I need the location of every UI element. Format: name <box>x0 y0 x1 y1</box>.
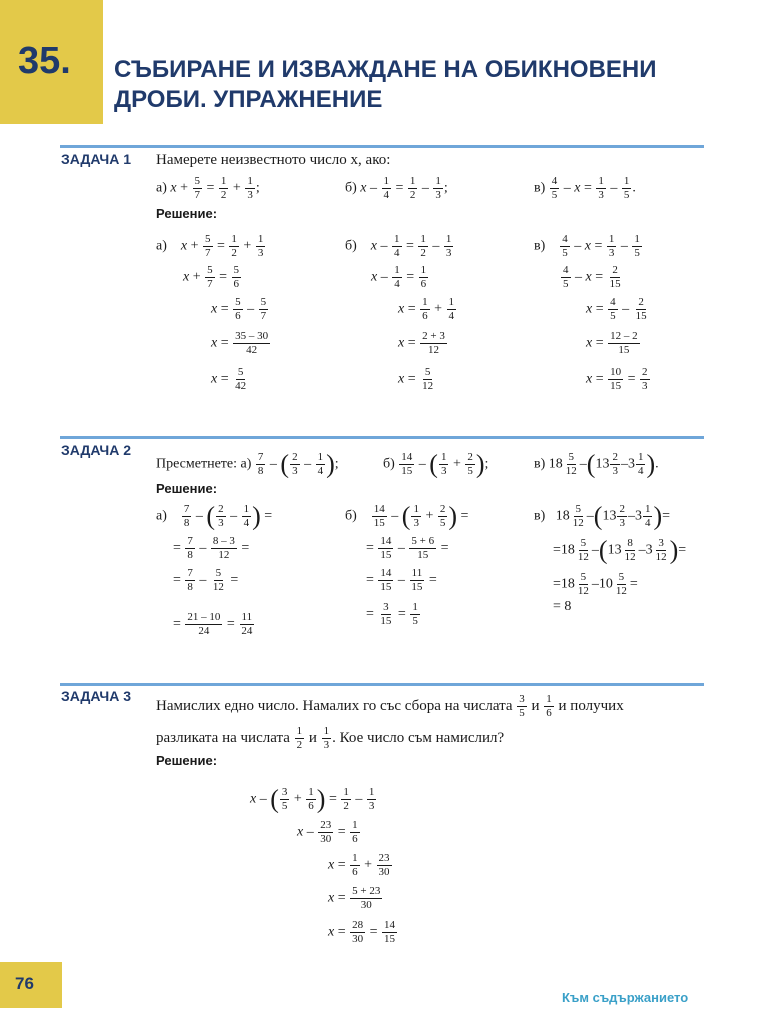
chapter-number: 35. <box>18 40 71 82</box>
task-2-b-step-1: б) $\frac{14}{15}$ – ( $\frac{1}{3}$ + $\frac{2}{5}$ ) = <box>345 501 469 531</box>
task-3-label: ЗАДАЧА 3 <box>61 688 132 704</box>
task-1-a-step-5: x = $\frac{5}{42}$ <box>211 366 247 392</box>
task-1-b-step-1: б) x – $\frac{1}{4}$ = $\frac{1}{2}$ – $\frac{1}{3}$ <box>345 233 452 259</box>
task-1-a-step-2: x + $\frac{5}{7}$ = $\frac{5}{6}$ <box>183 264 240 290</box>
task-1-divider <box>60 145 704 148</box>
page-title: СЪБИРАНЕ И ИЗВАЖДАНЕ НА ОБИКНОВЕНИ ДРОБИ. УПРАЖНЕНИЕ <box>114 56 657 113</box>
task-1-solution-label: Решение: <box>156 206 218 221</box>
task-1-b-step-2: x – $\frac{1}{4}$ = $\frac{1}{6}$ <box>371 264 427 290</box>
task-1-b-step-4: x = $\frac{2 + 3}{12}$ <box>398 330 445 356</box>
task-2-a-step-1: а) $\frac{7}{8}$ – ( $\frac{2}{3}$ – $\frac{1}{4}$ ) = <box>156 501 273 531</box>
task-1-c-step-3: x = $\frac{4}{5}$ – $\frac{2}{15}$ <box>586 296 647 322</box>
task-2-a-step-3: = $\frac{7}{8}$ – $\frac{5}{12}$ = <box>173 567 239 593</box>
task-2-b-step-4: = $\frac{3}{15}$ = $\frac{1}{5}$ <box>366 601 418 627</box>
task-1-c-step-5: x = $\frac{10}{15}$ = $\frac{2}{3}$ <box>586 366 648 392</box>
task-2-prompt: Пресметнете: <box>156 456 238 472</box>
task-2-c-step-3: =18 $\frac{5}{12}$ –10 $\frac{5}{12}$ = <box>553 571 638 597</box>
task-1-a-step-1: а) x + $\frac{5}{7}$ = $\frac{1}{2}$ + $\frac{1}{3}$ <box>156 233 264 259</box>
task-2-a-step-2: = $\frac{7}{8}$ – $\frac{8 - 3}{12}$ = <box>173 535 250 561</box>
task-1-a-step-4: x = $\frac{35 - 30}{42}$ <box>211 330 269 356</box>
task-2-a-step-4: = $\frac{21 - 10}{24}$ = $\frac{11}{24}$ <box>173 611 253 637</box>
task-2-c-step-1: в) 18 $\frac{5}{12}$ –(13 $\frac{2}{3}$ –3 $\frac{1}{4}$ )= <box>534 501 671 531</box>
task-2-a-statement: Пресметнете: а) $\frac{7}{8}$ – ( $\frac{2}{3}$ – $\frac{1}{4}$ ); <box>156 449 339 479</box>
page-number: 76 <box>15 974 34 993</box>
task-2-c-statement: в) 18 $\frac{5}{12}$ –(13 $\frac{2}{3}$ –3 $\frac{1}{4}$ ). <box>534 449 659 479</box>
task-1-c-step-4: x = $\frac{12 - 2}{15}$ <box>586 330 638 356</box>
task-1-a-step-3: x = $\frac{5}{6}$ – $\frac{5}{7}$ <box>211 296 267 322</box>
task-1-b-step-3: x = $\frac{1}{6}$ + $\frac{1}{4}$ <box>398 296 455 322</box>
task-3-step-5: x = $\frac{28}{30}$ = $\frac{14}{15}$ <box>328 919 396 945</box>
task-2-label: ЗАДАЧА 2 <box>61 442 132 458</box>
task-3-step-1: x – ( $\frac{3}{5}$ + $\frac{1}{6}$ ) = $\frac{1}{2}$ – $\frac{1}{3}$ <box>250 784 375 814</box>
task-3-divider <box>60 683 704 686</box>
task-2-b-step-3: = $\frac{14}{15}$ – $\frac{11}{15}$ = <box>366 567 437 593</box>
task-1-label: ЗАДАЧА 1 <box>61 151 132 167</box>
task-3-step-2: x – $\frac{23}{30}$ = $\frac{1}{6}$ <box>297 819 358 845</box>
task-2-divider <box>60 436 704 439</box>
task-1-a-statement: а) x + $\frac{5}{7}$ = $\frac{1}{2}$ + $\frac{1}{3}$ ; <box>156 175 260 201</box>
table-of-contents-link[interactable]: Към съдържанието <box>562 990 689 1005</box>
task-1-c-step-1: в) $\frac{4}{5}$ – x = $\frac{1}{3}$ – $\frac{1}{5}$ <box>534 233 640 259</box>
task-3-step-3: x = $\frac{1}{6}$ + $\frac{23}{30}$ <box>328 852 390 878</box>
task-1-prompt: Намерете неизвестното число x, ако: <box>156 152 391 168</box>
task-2-b-statement: б) $\frac{14}{15}$ – ( $\frac{1}{3}$ + $\frac{2}{5}$ ); <box>383 449 489 479</box>
task-3-step-4: x = $\frac{5 + 23}{30}$ <box>328 885 381 911</box>
task-1-b-step-5: x = $\frac{5}{12}$ <box>398 366 434 392</box>
task-3-text-line-1: Намислих едно число. Намалих го със сбора на числата $\frac{3}{5}$ и $\frac{1}{6}$ и получих <box>156 693 624 719</box>
task-2-c-step-4: = 8 <box>553 599 572 614</box>
task-2-solution-label: Решение: <box>156 481 218 496</box>
task-2-c-step-2: =18 $\frac{5}{12}$ –(13 $\frac{8}{12}$ –3 $\frac{3}{12}$ )= <box>553 535 687 565</box>
task-2-b-step-2: = $\frac{14}{15}$ – $\frac{5 + 6}{15}$ = <box>366 535 449 561</box>
task-1-b-statement: б) x – $\frac{1}{4}$ = $\frac{1}{2}$ – $\frac{1}{3}$ ; <box>345 175 448 201</box>
task-3-solution-label: Решение: <box>156 753 218 768</box>
task-1-c-statement: в) $\frac{4}{5}$ – x = $\frac{1}{3}$ – $\frac{1}{5}$ . <box>534 175 636 201</box>
task-1-c-step-2: $\frac{4}{5}$ – x = $\frac{2}{15}$ <box>563 264 621 290</box>
task-3-text-line-2: разликата на числата $\frac{1}{2}$ и $\frac{1}{3}$ . Кое число съм намислил? <box>156 725 505 751</box>
